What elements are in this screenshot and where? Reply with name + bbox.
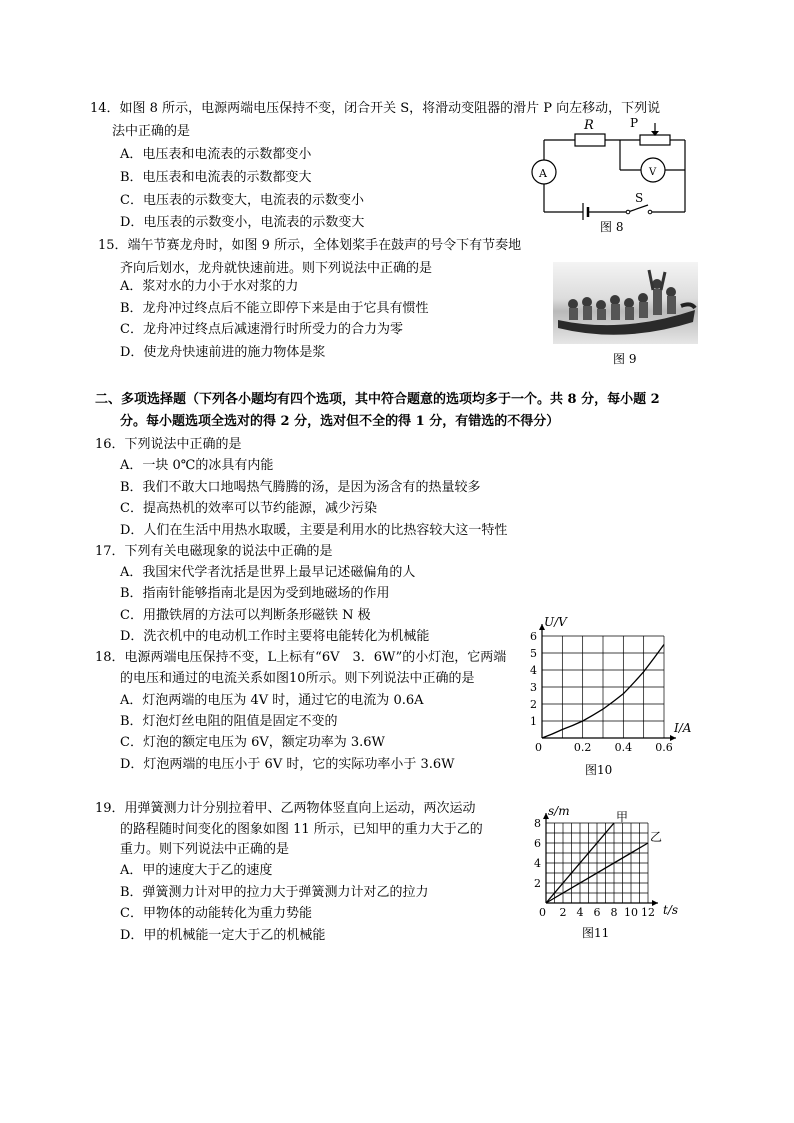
- q17-stem: 17．下列有关电磁现象的说法中正确的是: [95, 544, 333, 559]
- x-tick-label: 0.4: [614, 741, 633, 754]
- y-tick-label: 4: [534, 857, 541, 870]
- dragon-boat-photo: [553, 262, 698, 344]
- q18-stem-line2: 的电压和通过的电流关系如图10所示。则下列说法中正确的是: [120, 671, 475, 686]
- q18-stem-line1: 18．电源两端电压保持不变，L上标有“6V 3．6W”的小灯泡，它两端: [95, 650, 507, 665]
- q16-option-b: B．我们不敢大口地喝热气腾腾的汤，是因为汤含有的热量较多: [120, 480, 481, 495]
- y-axis-label: s/m: [548, 804, 570, 818]
- q16-stem: 16．下列说法中正确的是: [95, 437, 242, 452]
- section-2-heading-line1: 二、多项选择题（下列各小题均有四个选项，其中符合题意的选项均多于一个。共 8 分，每小题 2: [95, 392, 660, 407]
- q15-stem-line2: 齐向后划水，龙舟就快速前进。则下列说法中正确的是: [120, 261, 433, 276]
- q14-option-a: A．电压表和电流表的示数都变小: [120, 147, 312, 162]
- sliding-rheostat: [640, 135, 670, 145]
- chart-figure-10: [528, 608, 706, 758]
- x-tick-label: 10: [624, 906, 638, 919]
- label-r: R: [584, 118, 594, 133]
- y-tick-label: 3: [530, 681, 537, 694]
- q18-option-d: D．灯泡两端的电压小于 6V 时，它的实际功率小于 3.6W: [120, 757, 455, 772]
- resistor-r: [575, 134, 605, 146]
- x-tick-label: 6: [593, 906, 601, 919]
- q14-option-c: C．电压表的示数变大，电流表的示数变小: [120, 193, 364, 208]
- q17-option-a: A．我国宋代学者沈括是世界上最早记述磁偏角的人: [120, 565, 416, 580]
- figure-11-caption: 图11: [582, 926, 610, 940]
- x-tick-label: 4: [576, 906, 584, 919]
- label-p: P: [630, 116, 639, 130]
- q15-stem-line1: 15．端午节赛龙舟时，如图 9 所示，全体划桨手在鼓声的号令下有节奏地: [98, 238, 522, 253]
- q18-option-b: B．灯泡灯丝电阻的阻值是固定不变的: [120, 714, 338, 729]
- q15-option-a: A．浆对水的力小于水对浆的力: [120, 279, 299, 294]
- x-axis-label: t/s: [663, 903, 679, 917]
- q15-option-d: D．使龙舟快速前进的施力物体是浆: [120, 345, 326, 360]
- q19-option-b: B．弹簧测力计对甲的拉力大于弹簧测力计对乙的拉力: [120, 885, 429, 900]
- chart-figure-11: [528, 795, 688, 920]
- q17-option-d: D．洗衣机中的电动机工作时主要将电能转化为机械能: [120, 629, 430, 644]
- q19-option-c: C．甲物体的动能转化为重力势能: [120, 906, 312, 921]
- q15-option-c: C．龙舟冲过终点后减速滑行时所受力的合力为零: [120, 322, 403, 337]
- q19-option-d: D．甲的机械能一定大于乙的机械能: [120, 928, 326, 943]
- figure-9-caption: 图 9: [613, 352, 637, 366]
- figure-10-caption: 图10: [585, 763, 613, 777]
- series-label: 乙: [650, 830, 663, 844]
- label-s: S: [635, 191, 644, 205]
- section-2-heading-line2: 分。每小题选项全选对的得 2 分，选对但不全的得 1 分，有错选的不得分）: [120, 414, 560, 429]
- q15-option-b: B．龙舟冲过终点后不能立即停下来是由于它具有惯性: [120, 301, 429, 316]
- y-tick-label: 1: [530, 715, 537, 728]
- label-a: A: [539, 167, 547, 180]
- y-tick-label: 5: [530, 647, 537, 660]
- q14-option-b: B．电压表和电流表的示数都变大: [120, 170, 312, 185]
- q14-stem-line2: 法中正确的是: [112, 124, 191, 139]
- q19-stem-line1: 19．用弹簧测力计分别拉着甲、乙两物体竖直向上运动，两次运动: [95, 801, 476, 816]
- q18-option-c: C．灯泡的额定电压为 6V，额定功率为 3.6W: [120, 735, 385, 750]
- label-v: V: [649, 167, 657, 178]
- series-label: 甲: [616, 810, 629, 824]
- x-tick-label: 8: [610, 906, 618, 919]
- x-tick-label: 12: [641, 906, 655, 919]
- x-tick-label: 0.2: [573, 741, 592, 754]
- q17-option-c: C．用撒铁屑的方法可以判断条形磁铁 N 极: [120, 608, 371, 623]
- y-tick-label: 2: [534, 877, 541, 890]
- y-tick-label: 8: [534, 817, 541, 830]
- x-tick-label: 2: [559, 906, 567, 919]
- circuit-diagram: [520, 115, 695, 220]
- q14-option-d: D．电压表的示数变小，电流表的示数变大: [120, 215, 365, 230]
- switch-s: [628, 205, 648, 212]
- x-tick-label: 0.6: [655, 741, 673, 754]
- x-tick-label: 0: [539, 906, 546, 919]
- y-tick-label: 6: [534, 837, 541, 850]
- y-tick-label: 4: [530, 664, 537, 677]
- q14-stem-line1: 14．如图 8 所示，电源两端电压保持不变，闭合开关 S，将滑动变阻器的滑片 P 向左移动，下列说: [90, 101, 661, 116]
- x-tick-label: 0: [535, 741, 542, 754]
- x-axis-label: I/A: [674, 721, 692, 735]
- y-tick-label: 6: [530, 630, 537, 643]
- q16-option-a: A．一块 0℃的冰具有内能: [120, 458, 274, 473]
- q19-stem-line3: 重力。则下列说法中正确的是: [120, 842, 290, 857]
- q18-option-a: A．灯泡两端的电压为 4V 时，通过它的电流为 0.6A: [120, 693, 424, 708]
- figure-8-caption: 图 8: [600, 220, 624, 234]
- q16-option-d: D．人们在生活中用热水取暖，主要是利用水的比热容较大这一特性: [120, 523, 508, 538]
- q19-option-a: A．甲的速度大于乙的速度: [120, 863, 273, 878]
- y-tick-label: 2: [530, 698, 537, 711]
- y-axis-label: U/V: [544, 615, 567, 629]
- q16-option-c: C．提高热机的效率可以节约能源，减少污染: [120, 501, 377, 516]
- q19-stem-line2: 的路程随时间变化的图象如图 11 所示，已知甲的重力大于乙的: [120, 822, 483, 837]
- q17-option-b: B．指南针能够指南北是因为受到地磁场的作用: [120, 586, 390, 601]
